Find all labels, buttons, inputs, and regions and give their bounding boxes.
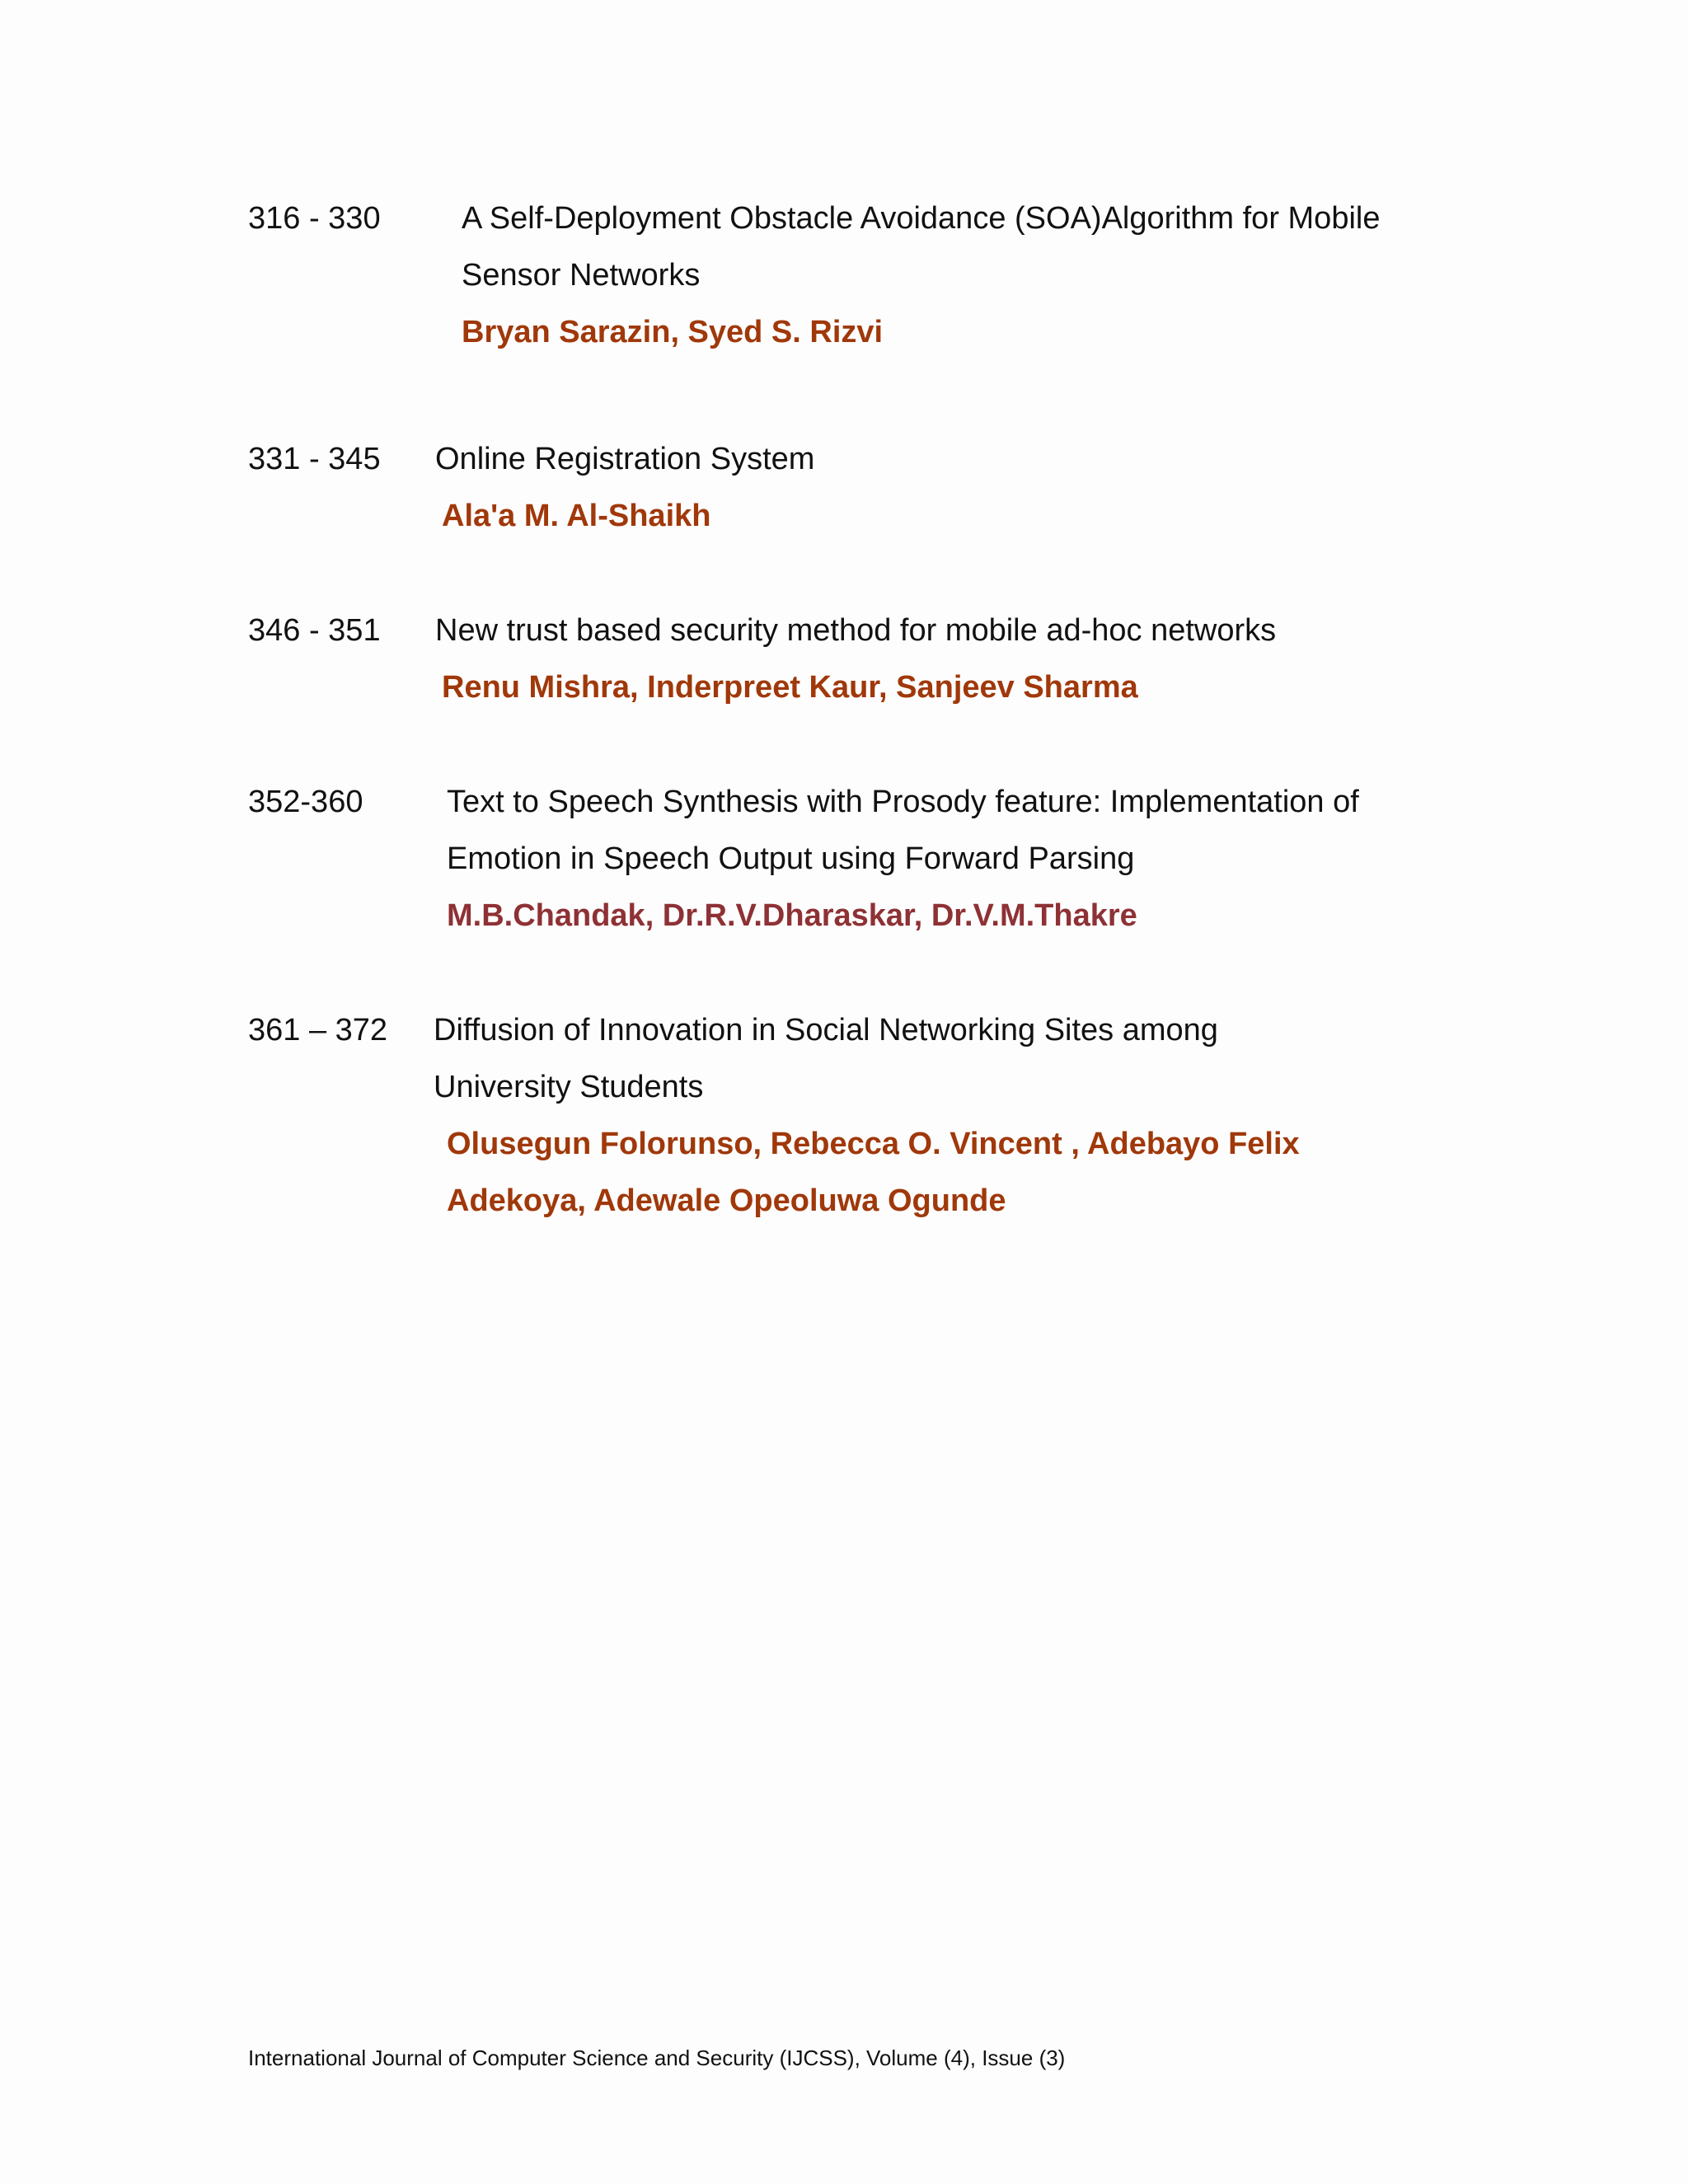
page-range: 361 – 372: [248, 1013, 388, 1047]
page-range: 331 - 345: [248, 442, 381, 476]
page-range: 352-360: [248, 785, 363, 819]
entry-authors-line: Olusegun Folorunso, Rebecca O. Vincent , Adebayo Felix: [447, 1127, 1300, 1161]
entry-title-line: Diffusion of Innovation in Social Networking Sites among: [434, 1013, 1218, 1047]
entry-title-line: Online Registration System: [435, 442, 815, 476]
entry-authors-line: Ala'a M. Al-Shaikh: [442, 499, 711, 533]
entry-authors-line: Adekoya, Adewale Opeoluwa Ogunde: [447, 1183, 1006, 1218]
page-range: 316 - 330: [248, 201, 381, 236]
entry-body: [447, 774, 1359, 944]
entry-authors-line: M.B.Chandak, Dr.R.V.Dharaskar, Dr.V.M.Thakre: [447, 898, 1137, 933]
page-range: 346 - 351: [248, 613, 381, 648]
entry-title-line: New trust based security method for mobile ad-hoc networks: [435, 613, 1277, 648]
entry-title-line: University Students: [434, 1070, 704, 1104]
entry-title-line: A Self-Deployment Obstacle Avoidance (SOA)Algorithm for Mobile: [462, 201, 1381, 236]
entry-title-line: Emotion in Speech Output using Forward Parsing: [447, 841, 1135, 876]
entry-authors-line: Bryan Sarazin, Syed S. Rizvi: [462, 315, 884, 349]
entry-authors-line: Renu Mishra, Inderpreet Kaur, Sanjeev Sharma: [442, 670, 1138, 705]
entry-body: [435, 431, 814, 545]
entry-body: [435, 602, 1276, 716]
entry-title-line: Text to Speech Synthesis with Prosody feature: Implementation of: [447, 785, 1359, 819]
entry-body: [462, 190, 1380, 361]
page-footer: International Journal of Computer Science and Security (IJCSS), Volume (4), Issue (3): [248, 2046, 1066, 2070]
entry-title-line: Sensor Networks: [462, 258, 701, 293]
entry-body: [434, 1002, 1300, 1230]
